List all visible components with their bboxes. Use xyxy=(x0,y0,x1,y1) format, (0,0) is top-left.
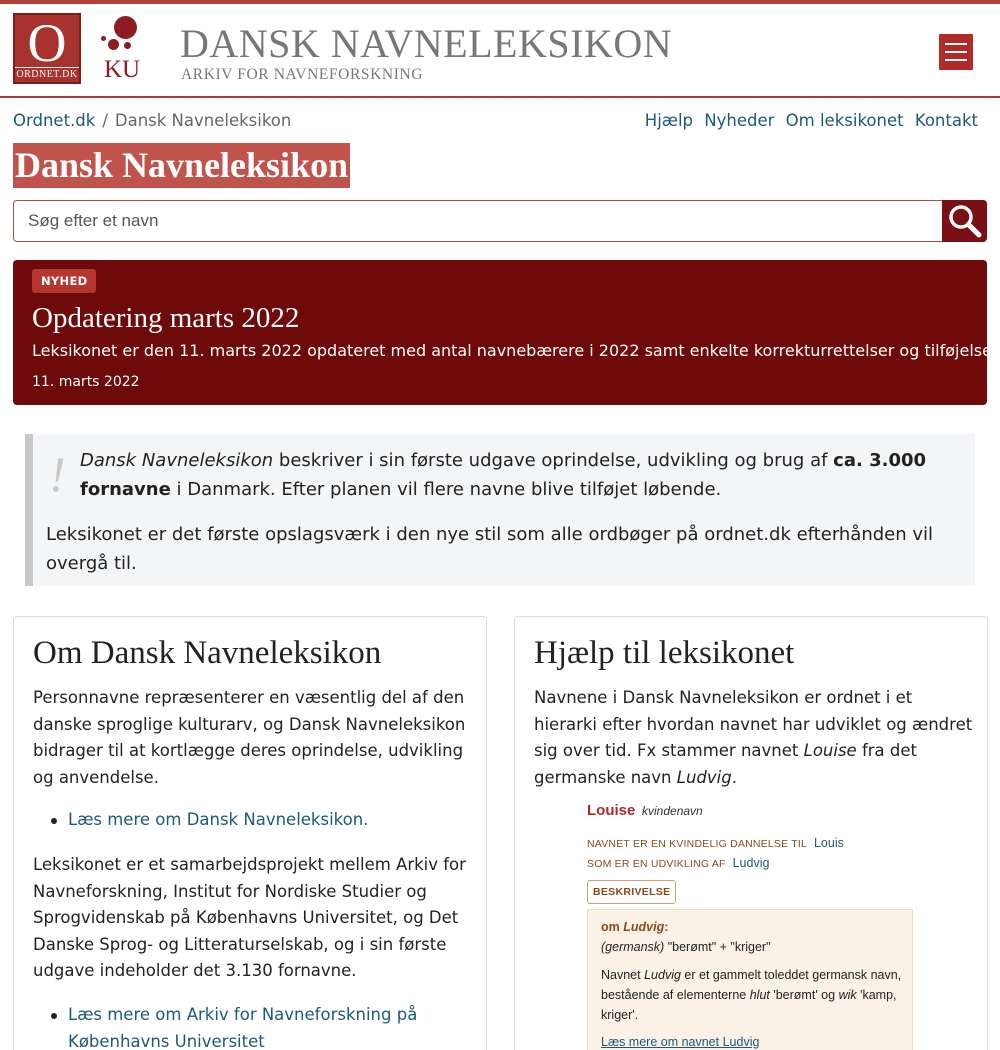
help-card-text xyxy=(534,685,974,791)
example-description-box xyxy=(587,909,913,1050)
info-bold-count: ca. 3.000 fornavne xyxy=(80,450,927,500)
example-desc-element: wik xyxy=(838,988,857,1002)
ku-logo-dot-small xyxy=(124,42,131,49)
site-title[interactable]: DANSK NAVNELEKSIKON xyxy=(180,21,673,66)
info-paragraph-1 xyxy=(80,446,975,504)
magnifier-icon xyxy=(942,200,987,242)
example-entry-illustration xyxy=(587,802,947,1050)
news-text: Leksikonet er den 11. marts 2022 opdateret med antal navnebærere i 2022 samt enkelte korrekturrettelser og tilføjelser xyxy=(32,341,999,360)
example-relation-1 xyxy=(587,836,844,850)
nav-link-contact[interactable]: Kontakt xyxy=(914,111,978,130)
example-desc-element: hlut xyxy=(749,988,770,1002)
example-desc-text: 'kamp, kriger'. xyxy=(601,988,897,1022)
breadcrumb xyxy=(13,111,291,130)
archive-more-link[interactable]: Læs mere om Arkiv for Navneforskning på Københavns Universitet xyxy=(68,1005,418,1050)
example-relation-label: NAVNET ER EN KVINDELIG DANNELSE TIL xyxy=(587,838,807,850)
nav-link-about[interactable]: Om leksikonet xyxy=(785,111,904,130)
example-relation-link-ludvig[interactable]: Ludvig xyxy=(732,856,770,870)
example-description xyxy=(601,965,906,1025)
info-text: i Danmark. Efter planen vil flere navne blive tilføjet løbende. xyxy=(170,479,722,500)
menu-bar xyxy=(945,43,967,45)
example-kind: kvindenavn xyxy=(642,804,703,818)
site-header xyxy=(0,4,1000,98)
help-name-louise: Louise xyxy=(803,741,857,760)
example-desc-text: 'berømt' og xyxy=(769,988,839,1002)
example-box-heading xyxy=(601,920,668,934)
breadcrumb-home-link[interactable]: Ordnet.dk xyxy=(13,111,96,130)
example-description-tab[interactable]: BESKRIVELSE xyxy=(587,880,676,904)
example-etymology xyxy=(601,940,771,954)
example-relation-label: SOM ER EN UDVIKLING AF xyxy=(587,858,726,870)
about-card-list-1 xyxy=(33,807,473,834)
about-card-text-2: Leksikonet er et samarbejdsprojekt mellem Arkiv for Navneforskning, Institut for Nordiske Studier og Sprogvidenskab på Københavns Universitet, og Det Danske Sprog- og Litteraturselskab, og i sin første udgave indeholder det 3.130 fornavne. xyxy=(33,855,466,980)
about-card xyxy=(13,616,487,1050)
search-button[interactable] xyxy=(942,200,987,242)
example-desc-name: Ludvig xyxy=(644,968,681,982)
example-heading-prefix: om xyxy=(601,920,624,934)
help-text: Navnene i Dansk Navneleksikon er ordnet i et hierarki efter hvordan navnet har udviklet og ændret sig over tid. Fx stammer navnet xyxy=(534,688,973,760)
example-etymology-meaning: "berømt" + "kriger" xyxy=(664,940,771,954)
example-desc-text: er et gammelt toleddet germansk navn, bestående af elementerne xyxy=(601,968,902,1002)
ordnet-logo[interactable] xyxy=(13,13,81,84)
example-etymology-language: (germansk) xyxy=(601,940,665,954)
search-input[interactable] xyxy=(14,201,943,241)
page-title: Dansk Navneleksikon xyxy=(13,143,350,188)
ku-logo-text: KU xyxy=(104,56,141,83)
ku-logo-dot-tiny xyxy=(101,36,106,41)
example-name: Louise xyxy=(587,802,636,819)
menu-bar xyxy=(945,59,967,61)
example-relation-link-louis[interactable]: Louis xyxy=(813,836,844,850)
list-item xyxy=(33,807,473,834)
news-date: 11. marts 2022 xyxy=(32,374,140,390)
about-more-link[interactable]: Læs mere om Dansk Navneleksikon. xyxy=(68,810,369,829)
example-heading-name: Ludvig xyxy=(623,920,665,934)
exclamation-icon: ! xyxy=(49,446,66,502)
help-text: fra det germanske navn xyxy=(534,741,917,787)
example-heading-suffix: : xyxy=(664,920,669,934)
example-relation-2 xyxy=(587,856,769,870)
nav-link-help[interactable]: Hjælp xyxy=(644,111,694,130)
example-more-link[interactable]: Læs mere om navnet Ludvig xyxy=(601,1035,760,1049)
list-item xyxy=(33,1002,473,1050)
about-card-title: Om Dansk Navneleksikon xyxy=(33,635,382,671)
menu-bar xyxy=(945,51,967,53)
hamburger-menu-icon[interactable] xyxy=(939,34,973,70)
about-card-text-1: Personnavne repræsenterer en væsentlig del af den danske sproglige kulturarv, og Dansk Navneleksikon bidrager til at kortlægge deres oprindelse, udvikling og anvendelse. xyxy=(33,688,466,787)
info-paragraph-2: Leksikonet er det første opslagsværk i den nye stil som alle ordbøger på ordnet.dk efterhånden vil overgå til. xyxy=(46,524,934,574)
top-navigation xyxy=(639,111,978,130)
info-text: beskriver i sin første udgave oprindelse, udvikling og brug af xyxy=(273,450,834,471)
info-callout xyxy=(25,434,975,586)
info-italic-title: Dansk Navneleksikon xyxy=(80,450,274,471)
nav-link-news[interactable]: Nyheder xyxy=(704,111,775,130)
help-name-ludvig: Ludvig xyxy=(676,767,732,787)
ordnet-logo-text: ORDNET.DK xyxy=(16,69,78,80)
ordnet-logo-letter: O xyxy=(27,13,67,73)
ku-logo[interactable] xyxy=(100,12,150,87)
example-desc-text: Navnet xyxy=(601,968,645,982)
ku-logo-dot-medium xyxy=(108,39,119,50)
news-badge: NYHED xyxy=(32,269,96,293)
help-text: . xyxy=(731,767,737,787)
news-banner[interactable] xyxy=(13,260,999,405)
site-subtitle: ARKIV FOR NAVNEFORSKNING xyxy=(181,66,424,83)
breadcrumb-current: Dansk Navneleksikon xyxy=(114,111,292,130)
search-bar xyxy=(13,200,987,242)
news-title[interactable]: Opdatering marts 2022 xyxy=(32,302,300,334)
ku-logo-dot-large xyxy=(114,16,137,39)
breadcrumb-separator: / xyxy=(102,111,108,130)
help-card xyxy=(514,616,988,1050)
help-card-title: Hjælp til leksikonet xyxy=(534,635,795,671)
about-card-list-2 xyxy=(33,1002,473,1050)
